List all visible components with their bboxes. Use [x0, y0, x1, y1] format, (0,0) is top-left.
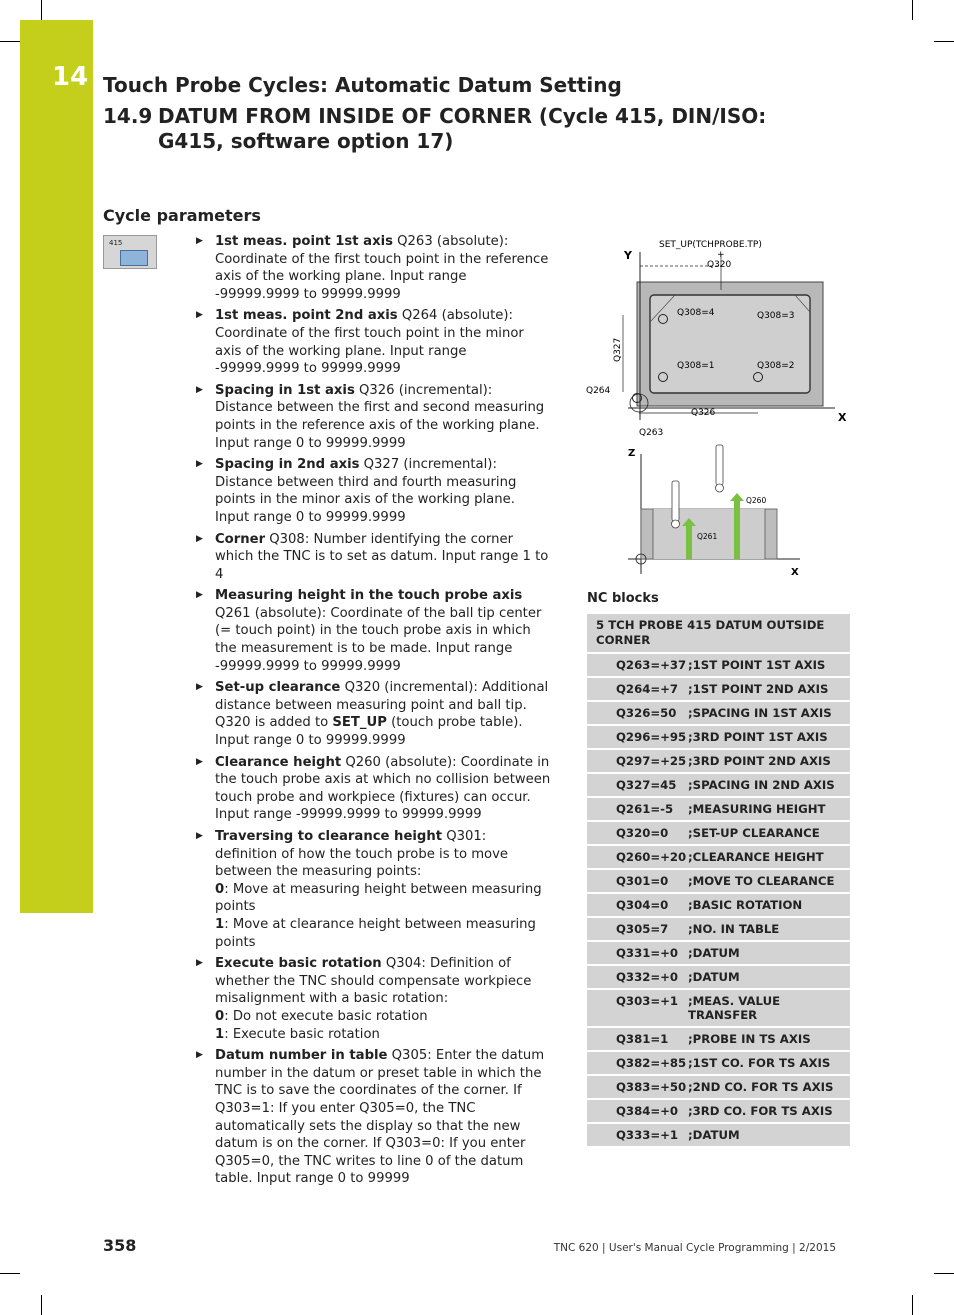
nc-comment: ;SPACING IN 2ND AXIS	[688, 778, 835, 792]
parameter-item	[196, 955, 552, 1043]
parameter-name: Datum number in table	[215, 1048, 388, 1064]
parameter-description: Q308: Number identifying the corner which the TNC is to set as datum. Input range 1 to 4	[215, 531, 549, 582]
bullet-arrow-icon: ▶	[196, 682, 203, 693]
nc-parameter: Q331=+0	[616, 946, 679, 960]
parameter-item	[196, 828, 552, 951]
nc-comment: ;BASIC ROTATION	[688, 898, 803, 912]
nc-blocks-heading: NC blocks	[587, 591, 659, 606]
nc-comment: ;2ND CO. FOR TS AXIS	[688, 1080, 834, 1094]
nc-parameter: Q304=0	[616, 898, 669, 912]
crop-mark	[0, 1273, 20, 1274]
parameter-name: 1st meas. point 1st axis	[215, 234, 393, 249]
crop-mark	[934, 41, 954, 42]
bullet-arrow-icon: ▶	[196, 831, 203, 841]
parameter-item	[196, 307, 552, 377]
parameter-item	[196, 754, 552, 824]
nc-comment: ;DATUM	[688, 946, 740, 960]
nc-row	[587, 990, 850, 1028]
chapter-tab	[20, 20, 93, 913]
option-text: : Execute basic rotation	[224, 1026, 380, 1042]
parameter-description: Q301: definition of how the touch probe is to move between the measuring points:	[215, 829, 509, 880]
parameter-description: Q304: Definition of whether the TNC should compensate workpiece misalignment with a basic rotation:	[215, 956, 532, 1007]
nc-comment: ;3RD POINT 2ND AXIS	[688, 754, 831, 768]
z-axis-label: Z	[628, 448, 636, 459]
parameter-name: Measuring height in the touch probe axis	[215, 588, 523, 604]
side-view-figure	[620, 442, 810, 580]
q308-3-label: Q308=3	[757, 311, 795, 321]
nc-parameter: Q297=+25	[616, 754, 687, 768]
nc-row	[587, 846, 850, 870]
chapter-number: 14	[52, 62, 89, 92]
parameter-name: Spacing in 2nd axis	[215, 457, 360, 473]
parameter-description: Q263 (absolute): Coordinate of the first touch point in the reference axis of the working plane. Input range -99999.9999 to 99999.9999	[215, 234, 549, 302]
nc-parameter: Q333=+1	[616, 1128, 679, 1142]
option-text: : Move at measuring height between measuring points	[215, 881, 542, 915]
nc-row	[587, 654, 850, 678]
nc-parameter: Q383=+50	[616, 1080, 687, 1094]
footer-text: TNC 620 | User's Manual Cycle Programming | 2/2015	[553, 1242, 836, 1254]
nc-comment: ;CLEARANCE HEIGHT	[688, 850, 824, 864]
option-text: : Do not execute basic rotation	[224, 1008, 428, 1024]
nc-row	[587, 918, 850, 942]
nc-comment: ;PROBE IN TS AXIS	[688, 1032, 811, 1046]
nc-parameter: Q305=7	[616, 922, 669, 936]
nc-comment: ;3RD POINT 1ST AXIS	[688, 730, 828, 744]
nc-comment: ;SET-UP CLEARANCE	[688, 826, 820, 840]
q261-label: Q261	[697, 532, 718, 541]
chapter-title: Touch Probe Cycles: Automatic Datum Setting	[103, 73, 622, 97]
parameter-name: Set-up clearance	[215, 680, 341, 696]
nc-row	[587, 702, 850, 726]
nc-parameter: Q332=+0	[616, 970, 679, 984]
parameter-description: Q326 (incremental): Distance between the first and second measuring points in the reference axis of the working plane. Input range 0 to 99999.9999	[215, 382, 545, 451]
nc-comment: ;NO. IN TABLE	[688, 922, 780, 936]
parameter-item	[196, 382, 552, 452]
parameter-item	[196, 679, 552, 749]
parameter-option	[215, 916, 552, 951]
q308-2-label: Q308=2	[757, 361, 795, 371]
q308-1-label: Q308=1	[677, 361, 715, 371]
parameter-item	[196, 531, 552, 584]
nc-parameter: Q296=+95	[616, 730, 687, 744]
parameter-option	[215, 1008, 552, 1026]
nc-parameter: Q381=1	[616, 1032, 669, 1046]
bullet-arrow-icon: ▶	[196, 756, 203, 767]
parameter-description: Q327 (incremental): Distance between third and fourth measuring points in the minor axis of the working plane. Input range 0 to 99999.9999	[215, 457, 517, 525]
nc-comment: ;3RD CO. FOR TS AXIS	[688, 1104, 833, 1118]
nc-parameter: Q261=-5	[616, 802, 674, 816]
bullet-arrow-icon: ▶	[196, 310, 203, 321]
plus-label: +	[717, 250, 725, 260]
nc-row	[587, 966, 850, 990]
nc-row	[587, 798, 850, 822]
bullet-arrow-icon: ▶	[196, 958, 203, 969]
page-number: 358	[103, 1236, 137, 1255]
option-key: 0	[215, 1008, 225, 1024]
section-number: 14.9	[103, 104, 153, 128]
x-axis-label: X	[838, 411, 847, 424]
bullet-arrow-icon: ▶	[196, 1050, 203, 1061]
nc-comment: ;1ST CO. FOR TS AXIS	[688, 1056, 831, 1070]
cycle-415-softkey-icon	[103, 235, 157, 269]
parameter-name: Execute basic rotation	[215, 956, 382, 972]
parameter-item	[196, 587, 552, 675]
nc-header-row: 5 TCH PROBE 415 DATUM OUTSIDE CORNER	[587, 614, 850, 654]
parameter-option	[215, 1026, 552, 1044]
cycle-parameters-heading: Cycle parameters	[103, 206, 261, 225]
nc-parameter: Q384=+0	[616, 1104, 679, 1118]
parameter-keyword: SET_UP	[332, 715, 387, 731]
nc-parameter: Q264=+7	[616, 682, 679, 696]
y-axis-label: Y	[624, 249, 632, 262]
nc-row	[587, 1124, 850, 1148]
parameter-description: Q261 (absolute): Coordinate of the ball tip center (= touch point) in the touch probe axis in which the measurement is to be made. Input range -99999.9999 to 99999.9999	[215, 605, 542, 674]
parameter-item	[196, 233, 552, 303]
nc-comment: ;DATUM	[688, 1128, 740, 1142]
nc-row	[587, 870, 850, 894]
nc-comment: ;MEASURING HEIGHT	[688, 802, 826, 816]
parameter-list	[196, 233, 552, 1192]
nc-row	[587, 774, 850, 798]
parameter-name: Clearance height	[215, 754, 342, 770]
x-axis-label: X	[791, 567, 799, 578]
q326-label: Q326	[691, 408, 716, 418]
option-key: 1	[215, 916, 225, 932]
crop-mark	[0, 41, 20, 42]
nc-comment: ;MOVE TO CLEARANCE	[688, 874, 835, 888]
nc-parameter: Q260=+20	[616, 850, 687, 864]
parameter-description: Q264 (absolute): Coordinate of the first touch point in the minor axis of the working plane. Input range -99999.9999 to 99999.9999	[215, 308, 524, 377]
crop-mark	[41, 1295, 42, 1315]
nc-row	[587, 822, 850, 846]
q260-label: Q260	[746, 496, 767, 505]
nc-row	[587, 942, 850, 966]
q320-label: Q320	[707, 260, 732, 270]
nc-comment: ;1ST POINT 1ST AXIS	[688, 658, 826, 672]
nc-row	[587, 894, 850, 918]
nc-row	[587, 750, 850, 774]
set-up-label: SET_UP(TCHPROBE.TP)	[659, 240, 762, 250]
option-key: 1	[215, 1026, 225, 1042]
nc-parameter: Q263=+37	[616, 658, 687, 672]
q264-label: Q264	[586, 386, 611, 396]
parameter-description: Q260 (absolute): Coordinate in the touch probe axis at which no collision between touch probe and workpiece (fixtures) can occur. Input range -99999.9999 to 99999.9999	[215, 754, 551, 823]
q327-label: Q327	[613, 337, 623, 362]
parameter-option	[215, 881, 552, 916]
parameter-description-cont: (touch probe table). Input range 0 to 99999.9999	[215, 715, 523, 749]
nc-row	[587, 726, 850, 750]
bullet-arrow-icon: ▶	[196, 384, 203, 395]
parameter-description: Q305: Enter the datum number in the datum or preset table in which the TNC is to save the coordinates of the corner. If Q303=1: If you enter Q305=0, the TNC automatically sets the display so that the new datum is on the corner. If Q303=0: If you enter Q305=0, the TNC writes to line 0 of the datum table. Input range 0 to 99999	[215, 1048, 545, 1187]
bullet-arrow-icon: ▶	[196, 459, 203, 470]
crop-mark	[912, 0, 913, 20]
parameter-name: Traversing to clearance height	[215, 829, 443, 844]
nc-comment: ;DATUM	[688, 970, 740, 984]
crop-mark	[912, 1295, 913, 1315]
crop-mark	[934, 1273, 954, 1274]
nc-row	[587, 1028, 850, 1052]
q263-label: Q263	[639, 428, 664, 438]
nc-parameter: Q303=+1	[616, 994, 679, 1008]
nc-row	[587, 1076, 850, 1100]
nc-comment: ;MEAS. VALUE TRANSFER	[688, 994, 781, 1022]
nc-row	[587, 678, 850, 702]
parameter-description: Q320 (incremental): Additional distance between measuring point and ball tip. Q320 is added to	[215, 680, 549, 731]
nc-row	[587, 1100, 850, 1124]
option-text: : Move at clearance height between measuring points	[215, 916, 536, 950]
parameter-item	[196, 1047, 552, 1188]
nc-parameter: Q326=50	[616, 706, 677, 720]
bullet-arrow-icon: ▶	[196, 590, 203, 601]
nc-parameter: Q327=45	[616, 778, 677, 792]
softkey-graphic	[120, 250, 148, 266]
nc-blocks-table	[587, 614, 850, 1148]
parameter-name: 1st meas. point 2nd axis	[215, 308, 398, 324]
nc-parameter: Q320=0	[616, 826, 669, 840]
parameter-name: Corner	[215, 531, 266, 547]
parameter-name: Spacing in 1st axis	[215, 382, 355, 398]
bullet-arrow-icon: ▶	[196, 533, 203, 544]
nc-parameter: Q301=0	[616, 874, 669, 888]
nc-parameter: Q382=+85	[616, 1056, 687, 1070]
nc-comment: ;1ST POINT 2ND AXIS	[688, 682, 829, 696]
option-key: 0	[215, 881, 225, 897]
section-title: DATUM FROM INSIDE OF CORNER (Cycle 415, DIN/ISO: G415, software option 17)	[158, 104, 767, 153]
softkey-label: 415	[109, 239, 123, 247]
crop-mark	[41, 0, 42, 20]
nc-comment: ;SPACING IN 1ST AXIS	[688, 706, 832, 720]
nc-row	[587, 1052, 850, 1076]
parameter-item	[196, 456, 552, 526]
q308-4-label: Q308=4	[677, 308, 715, 318]
bullet-arrow-icon: ▶	[196, 236, 203, 246]
top-view-figure	[580, 232, 850, 442]
